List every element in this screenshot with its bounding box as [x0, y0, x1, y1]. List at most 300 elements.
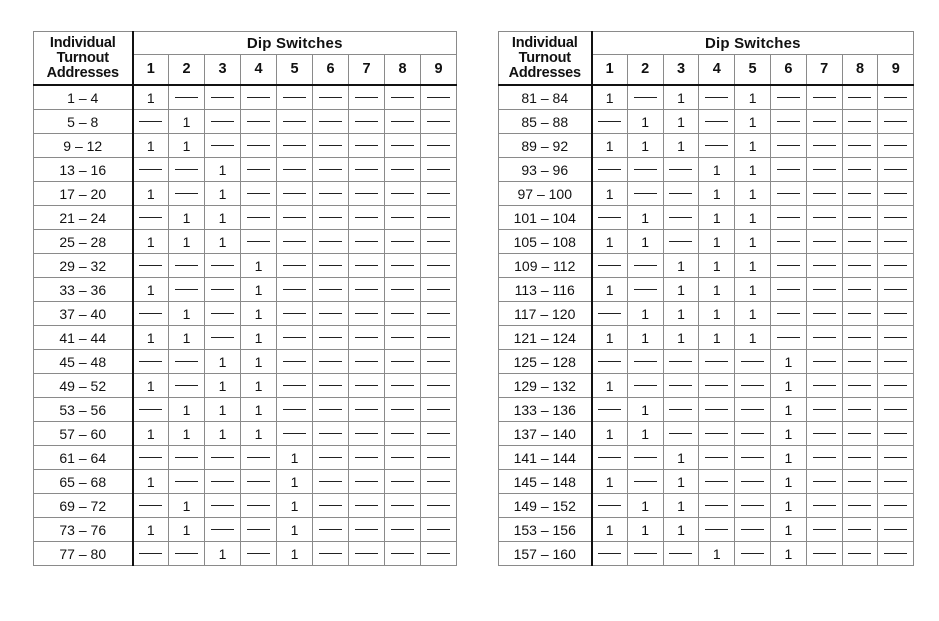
off-dash	[319, 121, 342, 122]
off-dash	[211, 289, 234, 290]
off-dash	[777, 265, 800, 266]
switch-off-cell	[385, 518, 421, 542]
table-row	[34, 422, 457, 446]
off-dash	[283, 217, 306, 218]
switch-on-cell: 1	[592, 518, 628, 542]
off-dash	[669, 241, 692, 242]
switch-off-cell	[806, 350, 842, 374]
switch-off-cell	[842, 230, 878, 254]
switch-off-cell	[699, 470, 735, 494]
off-dash	[139, 409, 162, 410]
off-dash	[813, 217, 836, 218]
off-dash	[319, 553, 342, 554]
switch-off-cell	[627, 182, 663, 206]
switch-off-cell	[349, 398, 385, 422]
switch-off-cell	[878, 254, 914, 278]
off-dash	[247, 145, 270, 146]
switch-off-cell	[770, 158, 806, 182]
off-dash	[777, 337, 800, 338]
off-dash	[139, 553, 162, 554]
off-dash	[848, 361, 871, 362]
off-dash	[705, 481, 728, 482]
switch-off-cell	[133, 110, 169, 134]
off-dash	[391, 145, 414, 146]
address-range-cell: 65 – 68	[34, 470, 133, 494]
off-dash	[175, 361, 198, 362]
switch-off-cell	[313, 182, 349, 206]
switch-off-cell	[349, 350, 385, 374]
switch-off-cell	[133, 206, 169, 230]
switch-on-cell: 1	[770, 350, 806, 374]
switch-off-cell	[878, 158, 914, 182]
table-row	[34, 85, 457, 110]
address-range-cell: 21 – 24	[34, 206, 133, 230]
switch-off-cell	[421, 470, 457, 494]
switch-off-cell	[205, 85, 241, 110]
off-dash	[319, 529, 342, 530]
switch-off-cell	[313, 446, 349, 470]
off-dash	[813, 409, 836, 410]
switch-off-cell	[663, 206, 699, 230]
switch-off-cell	[385, 398, 421, 422]
switch-off-cell	[277, 134, 313, 158]
off-dash	[427, 313, 450, 314]
switch-off-cell	[421, 494, 457, 518]
switch-on-cell: 1	[205, 158, 241, 182]
switch-off-cell	[421, 542, 457, 566]
address-range-cell: 145 – 148	[499, 470, 592, 494]
off-dash	[283, 361, 306, 362]
off-dash	[175, 169, 198, 170]
switch-on-cell: 1	[277, 518, 313, 542]
off-dash	[598, 553, 621, 554]
off-dash	[848, 409, 871, 410]
address-range-cell: 57 – 60	[34, 422, 133, 446]
switch-on-cell: 1	[735, 278, 771, 302]
switch-on-cell: 1	[169, 494, 205, 518]
off-dash	[705, 529, 728, 530]
switch-off-cell	[592, 494, 628, 518]
off-dash	[884, 433, 907, 434]
switch-off-cell	[421, 85, 457, 110]
switch-off-cell	[806, 110, 842, 134]
switch-on-cell: 1	[169, 110, 205, 134]
off-dash	[884, 241, 907, 242]
switch-on-cell: 1	[627, 134, 663, 158]
switch-off-cell	[349, 494, 385, 518]
off-dash	[848, 265, 871, 266]
switch-on-cell: 1	[169, 518, 205, 542]
switch-on-cell: 1	[699, 278, 735, 302]
off-dash	[813, 145, 836, 146]
off-dash	[427, 553, 450, 554]
off-dash	[391, 217, 414, 218]
off-dash	[777, 217, 800, 218]
switch-off-cell	[421, 446, 457, 470]
table-row	[499, 326, 914, 350]
table-row	[499, 206, 914, 230]
off-dash	[884, 385, 907, 386]
switch-off-cell	[735, 518, 771, 542]
switch-off-cell	[806, 326, 842, 350]
off-dash	[391, 433, 414, 434]
switch-off-cell	[770, 230, 806, 254]
off-dash	[211, 97, 234, 98]
address-range-cell: 117 – 120	[499, 302, 592, 326]
switch-off-cell	[663, 230, 699, 254]
table-row	[34, 302, 457, 326]
off-dash	[355, 193, 378, 194]
address-range-cell: 105 – 108	[499, 230, 592, 254]
switch-on-cell: 1	[770, 542, 806, 566]
off-dash	[741, 505, 764, 506]
switch-off-cell	[842, 350, 878, 374]
switch-on-cell: 1	[627, 110, 663, 134]
table-row	[499, 470, 914, 494]
switch-on-cell: 1	[627, 494, 663, 518]
switch-off-cell	[385, 254, 421, 278]
switch-off-cell	[241, 470, 277, 494]
off-dash	[247, 217, 270, 218]
address-range-cell: 157 – 160	[499, 542, 592, 566]
address-range-cell: 1 – 4	[34, 85, 133, 110]
off-dash	[427, 361, 450, 362]
switch-on-cell: 1	[663, 302, 699, 326]
switch-on-cell: 1	[205, 398, 241, 422]
switch-off-cell	[878, 494, 914, 518]
switch-on-cell: 1	[663, 134, 699, 158]
switch-on-cell: 1	[699, 542, 735, 566]
switch-off-cell	[878, 230, 914, 254]
off-dash	[813, 529, 836, 530]
off-dash	[777, 241, 800, 242]
switch-on-cell: 1	[592, 470, 628, 494]
switch-on-cell: 1	[663, 470, 699, 494]
switch-off-cell	[205, 326, 241, 350]
off-dash	[355, 145, 378, 146]
table-row	[499, 446, 914, 470]
off-dash	[139, 169, 162, 170]
off-dash	[175, 193, 198, 194]
off-dash	[813, 505, 836, 506]
table-row	[499, 158, 914, 182]
off-dash	[319, 97, 342, 98]
switch-off-cell	[349, 230, 385, 254]
switch-off-cell	[205, 470, 241, 494]
switch-off-cell	[878, 422, 914, 446]
switch-off-cell	[313, 470, 349, 494]
switch-off-cell	[385, 326, 421, 350]
switch-off-cell	[313, 374, 349, 398]
off-dash	[848, 433, 871, 434]
off-dash	[741, 409, 764, 410]
switch-on-cell: 1	[205, 374, 241, 398]
switch-on-cell: 1	[699, 158, 735, 182]
switch-off-cell	[385, 110, 421, 134]
switch-on-cell: 1	[735, 85, 771, 110]
off-dash	[391, 97, 414, 98]
table-row	[34, 374, 457, 398]
off-dash	[283, 145, 306, 146]
off-dash	[175, 481, 198, 482]
switch-off-cell	[842, 134, 878, 158]
off-dash	[139, 265, 162, 266]
switch-number-header: 1	[133, 55, 169, 86]
off-dash	[247, 481, 270, 482]
off-dash	[705, 457, 728, 458]
off-dash	[813, 337, 836, 338]
switch-number-header: 8	[385, 55, 421, 86]
table-row	[499, 230, 914, 254]
off-dash	[777, 313, 800, 314]
off-dash	[848, 457, 871, 458]
off-dash	[669, 361, 692, 362]
off-dash	[283, 241, 306, 242]
off-dash	[355, 385, 378, 386]
off-dash	[391, 481, 414, 482]
table-row	[499, 110, 914, 134]
switch-off-cell	[133, 494, 169, 518]
switch-off-cell	[133, 158, 169, 182]
table-row	[499, 422, 914, 446]
switch-off-cell	[878, 446, 914, 470]
off-dash	[634, 385, 657, 386]
switch-off-cell	[133, 254, 169, 278]
switch-number-header: 5	[735, 55, 771, 86]
address-range-cell: 93 – 96	[499, 158, 592, 182]
switch-off-cell	[421, 182, 457, 206]
off-dash	[427, 337, 450, 338]
off-dash	[391, 337, 414, 338]
off-dash	[139, 361, 162, 362]
off-dash	[355, 457, 378, 458]
switch-on-cell: 1	[627, 518, 663, 542]
off-dash	[848, 385, 871, 386]
off-dash	[848, 145, 871, 146]
switch-off-cell	[592, 446, 628, 470]
off-dash	[813, 169, 836, 170]
switch-off-cell	[421, 254, 457, 278]
switch-off-cell	[421, 326, 457, 350]
switch-off-cell	[421, 230, 457, 254]
switch-on-cell: 1	[133, 230, 169, 254]
switch-off-cell	[699, 398, 735, 422]
address-header-line2: Turnout	[56, 49, 109, 66]
switch-on-cell: 1	[770, 518, 806, 542]
table-row	[499, 254, 914, 278]
switch-off-cell	[842, 470, 878, 494]
off-dash	[705, 385, 728, 386]
switch-on-cell: 1	[627, 326, 663, 350]
switch-off-cell	[878, 182, 914, 206]
address-range-cell: 133 – 136	[499, 398, 592, 422]
off-dash	[283, 265, 306, 266]
switch-number-header: 7	[349, 55, 385, 86]
table-row	[499, 518, 914, 542]
switch-off-cell	[806, 230, 842, 254]
off-dash	[283, 337, 306, 338]
dip-switch-table-right	[498, 31, 914, 566]
off-dash	[391, 121, 414, 122]
off-dash	[391, 553, 414, 554]
switch-number-header: 3	[663, 55, 699, 86]
off-dash	[669, 217, 692, 218]
switch-on-cell: 1	[735, 110, 771, 134]
switch-off-cell	[385, 302, 421, 326]
switch-off-cell	[806, 302, 842, 326]
switch-off-cell	[385, 158, 421, 182]
off-dash	[598, 121, 621, 122]
switch-off-cell	[421, 134, 457, 158]
switch-off-cell	[277, 110, 313, 134]
switch-off-cell	[277, 278, 313, 302]
off-dash	[175, 289, 198, 290]
off-dash	[139, 505, 162, 506]
switch-on-cell: 1	[592, 422, 628, 446]
switch-off-cell	[349, 470, 385, 494]
address-range-cell: 125 – 128	[499, 350, 592, 374]
address-range-cell: 49 – 52	[34, 374, 133, 398]
off-dash	[848, 337, 871, 338]
switch-off-cell	[349, 158, 385, 182]
off-dash	[705, 361, 728, 362]
address-range-cell: 69 – 72	[34, 494, 133, 518]
switch-off-cell	[878, 302, 914, 326]
switch-off-cell	[313, 326, 349, 350]
switch-off-cell	[349, 134, 385, 158]
off-dash	[391, 457, 414, 458]
switch-off-cell	[806, 182, 842, 206]
off-dash	[355, 169, 378, 170]
switch-on-cell: 1	[735, 134, 771, 158]
switch-off-cell	[205, 446, 241, 470]
switch-on-cell: 1	[699, 230, 735, 254]
off-dash	[355, 361, 378, 362]
switch-off-cell	[842, 446, 878, 470]
off-dash	[319, 241, 342, 242]
switch-off-cell	[421, 350, 457, 374]
switch-off-cell	[169, 374, 205, 398]
off-dash	[247, 97, 270, 98]
switch-off-cell	[627, 350, 663, 374]
off-dash	[355, 505, 378, 506]
switch-on-cell: 1	[169, 422, 205, 446]
off-dash	[741, 553, 764, 554]
off-dash	[741, 481, 764, 482]
switch-off-cell	[878, 134, 914, 158]
switch-off-cell	[592, 398, 628, 422]
switch-on-cell: 1	[627, 398, 663, 422]
switch-on-cell: 1	[627, 302, 663, 326]
switch-off-cell	[663, 182, 699, 206]
switch-off-cell	[349, 278, 385, 302]
off-dash	[741, 361, 764, 362]
off-dash	[884, 481, 907, 482]
off-dash	[598, 217, 621, 218]
switch-off-cell	[133, 302, 169, 326]
switch-number-header: 7	[806, 55, 842, 86]
switch-off-cell	[241, 85, 277, 110]
table-body-right	[499, 85, 914, 566]
switch-off-cell	[313, 302, 349, 326]
off-dash	[427, 193, 450, 194]
switch-on-cell: 1	[133, 134, 169, 158]
off-dash	[813, 433, 836, 434]
off-dash	[705, 409, 728, 410]
switch-on-cell: 1	[241, 374, 277, 398]
off-dash	[355, 97, 378, 98]
switch-on-cell: 1	[770, 470, 806, 494]
switch-off-cell	[878, 206, 914, 230]
switch-off-cell	[842, 85, 878, 110]
dip-switch-table-left	[33, 31, 457, 566]
table-row	[499, 85, 914, 110]
off-dash	[427, 241, 450, 242]
table-row	[499, 374, 914, 398]
switch-off-cell	[735, 446, 771, 470]
switch-on-cell: 1	[663, 85, 699, 110]
switch-off-cell	[878, 518, 914, 542]
address-range-cell: 17 – 20	[34, 182, 133, 206]
switch-off-cell	[842, 278, 878, 302]
switch-off-cell	[627, 278, 663, 302]
switch-off-cell	[663, 542, 699, 566]
off-dash	[427, 385, 450, 386]
switch-on-cell: 1	[169, 230, 205, 254]
table-row	[34, 182, 457, 206]
switch-off-cell	[592, 302, 628, 326]
off-dash	[319, 193, 342, 194]
switch-off-cell	[878, 110, 914, 134]
switch-off-cell	[770, 326, 806, 350]
off-dash	[427, 289, 450, 290]
address-range-cell: 121 – 124	[499, 326, 592, 350]
off-dash	[319, 361, 342, 362]
switch-on-cell: 1	[627, 422, 663, 446]
off-dash	[175, 265, 198, 266]
off-dash	[139, 217, 162, 218]
switch-on-cell: 1	[205, 542, 241, 566]
off-dash	[848, 313, 871, 314]
switch-on-cell: 1	[133, 278, 169, 302]
switch-off-cell	[385, 494, 421, 518]
switch-off-cell	[169, 542, 205, 566]
switch-number-header: 5	[277, 55, 313, 86]
switch-off-cell	[627, 470, 663, 494]
switch-on-cell: 1	[770, 446, 806, 470]
switch-off-cell	[842, 398, 878, 422]
off-dash	[247, 457, 270, 458]
switch-off-cell	[806, 206, 842, 230]
off-dash	[427, 97, 450, 98]
off-dash	[391, 385, 414, 386]
switch-off-cell	[241, 230, 277, 254]
off-dash	[813, 385, 836, 386]
off-dash	[777, 169, 800, 170]
address-range-cell: 109 – 112	[499, 254, 592, 278]
switch-on-cell: 1	[241, 302, 277, 326]
address-range-cell: 5 – 8	[34, 110, 133, 134]
switch-off-cell	[770, 278, 806, 302]
address-range-cell: 89 – 92	[499, 134, 592, 158]
off-dash	[391, 409, 414, 410]
address-range-cell: 61 – 64	[34, 446, 133, 470]
switch-off-cell	[241, 134, 277, 158]
switch-number-header: 4	[241, 55, 277, 86]
off-dash	[669, 433, 692, 434]
off-dash	[848, 241, 871, 242]
switch-off-cell	[735, 422, 771, 446]
